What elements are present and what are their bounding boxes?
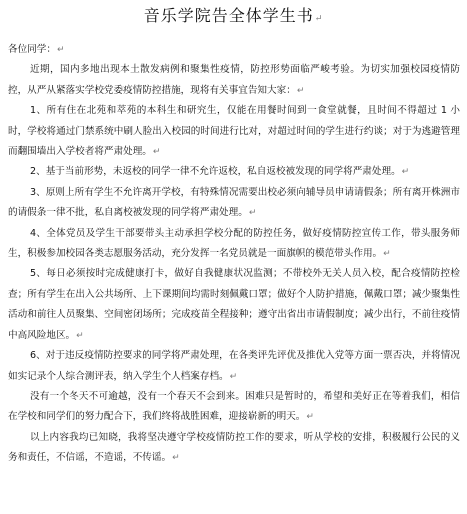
paragraph-mark-icon: ↵ xyxy=(76,330,84,341)
pledge-text: 以上内容我均已知晓，我将坚决遵守学校疫情防控工作的要求，听从学校的安排，积极履行公民的义务和责任，不信谣，不造谣，不传谣。 xyxy=(8,431,460,464)
rule-5-paragraph xyxy=(8,264,460,346)
rule-6-paragraph xyxy=(8,346,460,387)
document-title-text: 音乐学院告全体学生书 xyxy=(143,6,314,25)
paragraph-mark-icon: ↵ xyxy=(401,167,410,178)
intro-paragraph xyxy=(8,60,460,101)
paragraph-mark-icon: ↵ xyxy=(248,208,257,219)
rule-2-paragraph xyxy=(8,162,460,182)
rule-1-text: 1、所有住在北苑和萃苑的本科生和研究生，仅能在用餐时间到一食堂就餐，且时间不得超过 1 小时，学校将通过门禁系统中刷人脸出入校园的时间进行比对，对超过时间的学生进行约谈；对于为逃避管理而翻围墙出入学校者将严肃处理。 xyxy=(8,105,460,158)
greeting-text: 各位同学： xyxy=(8,44,56,55)
intro-paragraph-text: 近期，国内多地出现本土散发病例和聚集性疫情，防控形势面临严峻考验。为切实加强校园疫情防控，从严从紧落实学校党委疫情防控措施，现将有关事宜告知大家： xyxy=(8,64,460,96)
paragraph-mark-icon: ↵ xyxy=(383,249,391,260)
paragraph-mark-icon: ↵ xyxy=(56,45,65,55)
rule-5-text: 5、每日必须按时完成健康打卡，做好自我健康状况监测；不带校外无关人员入校，配合疫情防控检查；所有学生在出入公共场所、上下课期间均需时刻佩戴口罩；做好个人防护措施，佩戴口罩；减少聚集性活动和前往人员聚集、空间密闭场所；完成疫苗全程接种；遵守出省出市请假制度；减少出行，不前往疫情中高风险地区。 xyxy=(8,268,460,341)
rule-1-paragraph xyxy=(8,101,460,162)
document-title xyxy=(0,6,467,29)
greeting xyxy=(8,40,460,60)
rule-3-text: 3、原则上所有学生不允许离开学校，有特殊情况需要出校必须向辅导员申请请假条；所有离开株洲市的请假条一律不批，私自离校被发现的同学将严肃处理。 xyxy=(8,186,460,219)
rule-4-text: 4、全体党员及学生干部要带头主动承担学校分配的防控任务，做好疫情防控宣传工作，带头服务师生，积极参加校园各类志愿服务活动，充分发挥一名党员就是一面旗帜的模范带头作用。 xyxy=(8,227,460,260)
paragraph-mark-icon: ↵ xyxy=(152,147,161,158)
paragraph-mark-icon: ↵ xyxy=(306,412,314,423)
rule-4-paragraph xyxy=(8,224,460,265)
rule-2-text: 2、基于当前形势，未返校的同学一律不允许返校，私自返校被发现的同学将严肃处理。 xyxy=(30,166,401,178)
document-body xyxy=(8,40,460,469)
paragraph-mark-icon: ↵ xyxy=(314,14,324,24)
encouragement-paragraph xyxy=(8,387,460,428)
paragraph-mark-icon: ↵ xyxy=(296,85,305,96)
rule-3-paragraph xyxy=(8,183,460,224)
rule-6-text: 6、对于违反疫情防控要求的同学将严肃处理，在各类评先评优及推优入党等方面一票否决，并将情况如实记录个人综合测评表，纳入学生个人档案存档。 xyxy=(8,350,460,382)
pledge-paragraph xyxy=(8,428,460,469)
encouragement-text: 没有一个冬天不可逾越，没有一个春天不会到来。困难只是暂时的，希望和美好正在等着我们，相信在学校和同学们的努力配合下，我们终将战胜困难，迎接崭新的明天。 xyxy=(8,390,460,423)
paragraph-mark-icon: ↵ xyxy=(172,453,180,464)
paragraph-mark-icon: ↵ xyxy=(229,371,238,382)
